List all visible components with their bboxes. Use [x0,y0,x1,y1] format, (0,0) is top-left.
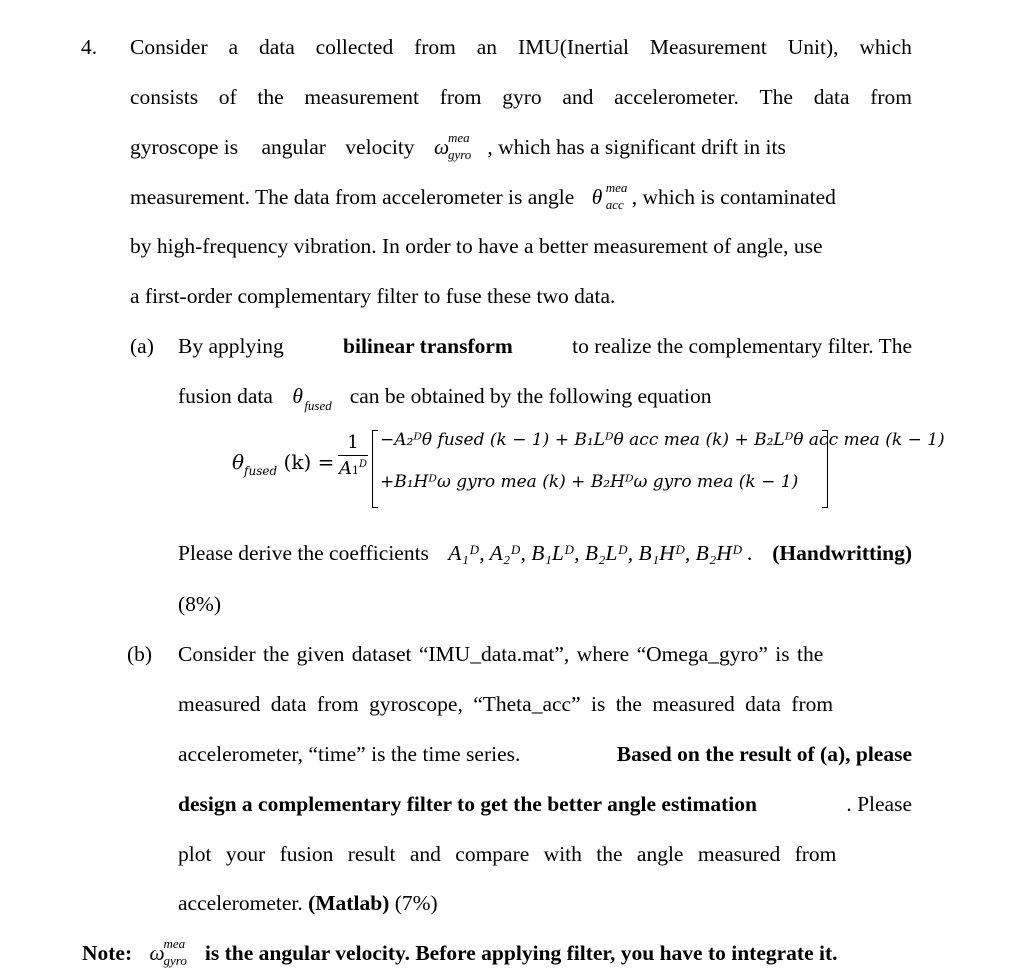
theta-letter: θ [292,384,303,408]
part-a-label: (a) [130,334,154,358]
part-b-line-6 [178,888,438,918]
eq-numerator: 1 [347,432,359,453]
omega-gyro-symbol [150,938,200,968]
part-b-label: (b) [127,642,153,666]
word: collected [315,35,394,59]
matlab-bold: (Matlab) [308,891,390,915]
part-b-line-5: plot your fusion result and compare with the angle measured from [178,842,837,866]
intro-line-5: by high-frequency vibration. In order to have a better measurement of angle, use [130,234,823,258]
text-segment: . Please [846,792,912,816]
intro-line-6: a first-order complementary filter to fuse these two data. [130,284,616,308]
omega-letter: ω [149,941,165,965]
word: data [813,85,850,109]
word: measurement [304,85,420,109]
word: from [870,85,912,109]
coefficients-list: A₁ᴰ, A₂ᴰ, B₁Lᴰ, B₂Lᴰ, B₁Hᴰ, B₂Hᴰ . [448,541,753,565]
part-b-line-4 [178,789,912,819]
bold-segment: design a complementary filter to get the better angle estimation [178,792,757,816]
intro-line-3 [130,132,912,162]
word: Unit), [787,35,839,59]
gyro-subscript: gyro [447,147,472,162]
intro-line-1 [130,32,912,62]
word: an [476,35,498,59]
eq-row-1: −A₂ᴰθ fused (k − 1) + B₁Lᴰθ acc mea (k) + B₂Lᴰθ acc mea (k − 1) [380,430,945,450]
note-line [82,938,838,968]
eq-lhs [232,450,335,478]
mea-superscript: mea [605,180,628,195]
text-segment: velocity [345,135,415,159]
word: The [759,85,793,109]
note-text: is the angular velocity. Before applying filter, you have to integrate it. [204,941,838,965]
a-letter: A [338,458,352,479]
text-segment: , which has a significant drift in its [487,135,786,159]
text-segment: to realize the complementary filter. The [572,334,912,358]
text-segment: accelerometer. [178,891,303,915]
text-segment: By applying [178,334,284,358]
text-segment: , which is contaminated [631,185,836,209]
part-a-line-2 [178,381,712,411]
right-bracket [822,430,828,508]
word: from [439,85,482,109]
word: of [218,85,237,109]
bold-segment: Based on the result of (a), please [616,742,912,766]
note-label: Note: [82,941,133,965]
text-segment: (7%) [394,891,438,915]
eq-fraction [338,432,368,479]
mea-superscript: mea [447,130,470,145]
bilinear-transform-bold: bilinear transform [343,334,513,358]
text-segment: gyroscope is [130,135,239,159]
word: the [257,85,284,109]
part-a-derive-line [178,538,912,568]
mea-superscript: mea [163,936,186,951]
word: accelerometer. [614,85,739,109]
intro-line-4 [130,182,836,212]
word: IMU(Inertial [517,35,629,59]
eq-row-2: +B₁Hᴰω gyro mea (k) + B₂Hᴰω gyro mea (k − 1) [380,472,799,492]
part-a-points: (8%) [178,592,221,616]
fusion-equation [232,428,945,514]
intro-line-2 [130,82,912,112]
text-segment: fusion data [178,384,273,408]
part-a-line-1 [178,331,912,361]
word: Consider [130,35,208,59]
word: from [414,35,456,59]
eq-denominator: $A1^D$ [338,458,368,479]
theta-letter: θ [232,450,245,474]
theta-acc-symbol [592,182,632,212]
omega-letter: ω [433,135,450,159]
problem-number: 4. [81,35,98,59]
acc-subscript: acc [605,197,624,212]
fused-subscript: fused [244,464,278,478]
text-segment: accelerometer, “time” is the time series. [178,742,521,766]
word: and [562,85,594,109]
word: consists [130,85,199,109]
word: which [859,35,912,59]
word: Measurement [649,35,767,59]
fraction-bar [338,455,368,456]
omega-gyro-symbol [434,132,482,162]
text-segment: Please derive the coefficients [178,541,429,565]
eq-lhs-arg: (k) = [283,450,335,474]
theta-fused-symbol [292,381,344,411]
fused-subscript: fused [304,398,332,413]
left-bracket [372,430,378,508]
text-segment: can be obtained by the following equation [349,384,712,408]
text-segment: measurement. The data from accelerometer is angle [130,185,575,209]
word: gyro [502,85,542,109]
word: a [228,35,239,59]
gyro-subscript: gyro [163,953,187,968]
word: data [258,35,295,59]
handwriting-note: (Handwritting) [772,541,912,565]
part-b-line-3 [178,739,912,769]
text-segment: angular [261,135,326,159]
part-b-line-2: measured data from gyroscope, “Theta_acc” is the measured data from [178,692,834,716]
theta-letter: θ [591,185,603,209]
part-b-line-1: Consider the given dataset “IMU_data.mat”, where “Omega_gyro” is the [178,642,824,666]
